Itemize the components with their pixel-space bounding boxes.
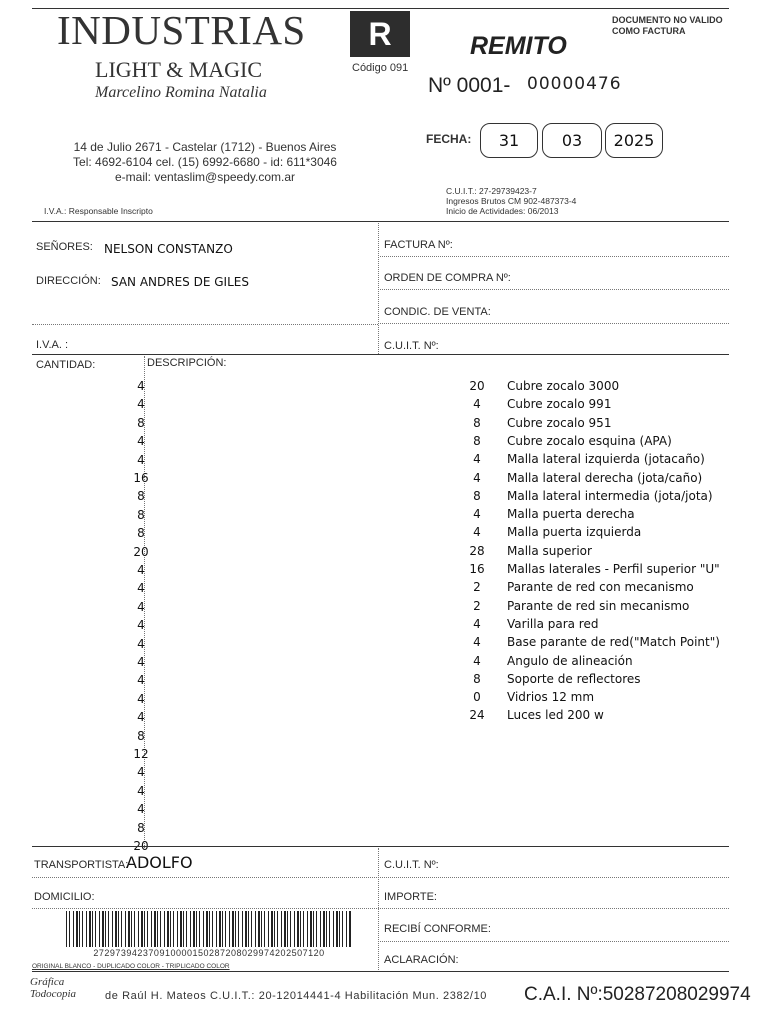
domicilio-dotted-line	[32, 908, 729, 909]
item-quantity: 20	[469, 379, 485, 393]
item-quantity: 4	[473, 653, 481, 668]
left-quantity-item: 4	[137, 691, 145, 706]
item-description: Malla lateral derecha (jota/caño)	[507, 470, 703, 485]
domicilio-label: DOMICILIO:	[34, 891, 95, 903]
item-description: Parante de red con mecanismo	[507, 580, 694, 595]
printer-logo-line1: Gráfica	[30, 976, 65, 988]
left-quantity-item: 4	[137, 636, 145, 651]
item-quantity: 8	[473, 433, 481, 448]
left-quantity-item: 4	[137, 765, 145, 780]
condicion-venta-label: CONDIC. DE VENTA:	[384, 306, 491, 318]
fecha-year-box: 2025	[605, 123, 663, 158]
senores-label: SEÑORES:	[36, 241, 93, 253]
descripcion-header: DESCRIPCIÓN:	[147, 357, 227, 369]
item-description: Vidrios 12 mm	[507, 690, 595, 705]
document-type-title: REMITO	[470, 32, 567, 60]
item-description: Cubre zocalo esquina (APA)	[507, 433, 672, 448]
printer-info: de Raúl H. Mateos C.U.I.T.: 20-12014441-4 Habilitación Mun. 2382/10	[105, 990, 488, 1002]
footer-cuit-label: C.U.I.T. Nº:	[384, 859, 439, 871]
left-quantity-item: 4	[137, 452, 145, 467]
printer-logo-line2: Todocopia	[30, 988, 77, 1000]
condic-dotted-line	[380, 323, 729, 324]
item-quantity: 4	[473, 525, 481, 540]
document-code: Código 091	[352, 62, 409, 74]
item-quantity: 2	[473, 598, 481, 613]
left-quantity-item: 4	[137, 673, 145, 688]
left-quantity-item: 4	[137, 710, 145, 725]
left-quantity-item: 4	[137, 802, 145, 817]
item-quantity: 8	[473, 488, 481, 503]
left-quantity-item: 8	[137, 415, 145, 430]
orden-dotted-line	[380, 289, 729, 290]
company-email: e-mail: ventaslim@speedy.com.ar	[114, 170, 296, 184]
left-quantity-item: 8	[137, 728, 145, 743]
left-quantity-item: 4	[137, 581, 145, 596]
item-description: Malla lateral intermedia (jota/jota)	[507, 488, 713, 503]
recibi-dotted-line	[380, 941, 729, 942]
fecha-month-box: 03	[542, 123, 602, 158]
factura-dotted-line	[380, 256, 729, 257]
senores-value: NELSON CONSTANZO	[104, 242, 233, 256]
footer-divider	[378, 848, 379, 970]
item-quantity: 0	[473, 690, 481, 705]
direccion-value: SAN ANDRES DE GILES	[111, 275, 249, 289]
left-quantity-item: 20	[133, 839, 149, 853]
left-quantity-item: 4	[137, 434, 145, 449]
item-description: Soporte de reflectores	[507, 671, 641, 686]
item-quantity: 16	[469, 562, 485, 576]
left-quantity-item: 8	[137, 820, 145, 835]
iva-status: I.V.A.: Responsable Inscripto	[44, 206, 153, 216]
bottom-rule	[32, 971, 729, 972]
item-description: Malla puerta derecha	[507, 507, 635, 522]
item-description: Luces led 200 w	[507, 708, 604, 723]
client-cuit-label: C.U.I.T. Nº:	[384, 340, 439, 352]
transportista-label: TRANSPORTISTA:	[34, 859, 129, 871]
item-description: Cubre zocalo 3000	[507, 379, 620, 393]
item-quantity: 8	[473, 415, 481, 430]
barcode	[66, 911, 352, 947]
item-quantity: 4	[473, 507, 481, 522]
left-quantity-item: 16	[133, 471, 149, 485]
company-cuit: C.U.I.T.: 27-29739423-7	[446, 186, 537, 196]
factura-label: FACTURA Nº:	[384, 239, 453, 251]
company-subtitle: LIGHT & MAGIC	[95, 57, 263, 82]
transportista-value: ADOLFO	[126, 853, 193, 872]
company-phones: Tel: 4692-6104 cel. (15) 6992-6680 - id: 611*3046	[73, 155, 337, 169]
document-number-value: 00000476	[527, 74, 622, 94]
transportista-dotted-line	[32, 877, 729, 878]
left-quantity-item: 4	[137, 783, 145, 798]
importe-label: IMPORTE:	[384, 891, 437, 903]
item-description: Parante de red sin mecanismo	[507, 598, 690, 613]
left-quantity-item: 8	[137, 507, 145, 522]
item-quantity: 4	[473, 452, 481, 467]
item-description: Cubre zocalo 951	[507, 415, 612, 430]
left-quantity-item: 4	[137, 563, 145, 577]
item-quantity: 28	[469, 543, 485, 558]
left-quantity-item: 8	[137, 489, 145, 504]
company-name: INDUSTRIAS	[57, 7, 306, 53]
left-quantity-item: 4	[137, 397, 145, 412]
fecha-day-box: 31	[480, 123, 538, 158]
client-divider	[378, 223, 379, 354]
item-quantity: 4	[473, 616, 481, 631]
item-description: Varilla para red	[507, 616, 599, 631]
invalid-note-line2: COMO FACTURA	[612, 26, 686, 36]
footer-top-rule	[32, 846, 729, 847]
left-quantity-item: 8	[137, 526, 145, 541]
item-description: Mallas laterales - Perfil superior "U"	[507, 562, 720, 576]
invalid-note-line1: DOCUMENTO NO VALIDO	[612, 15, 723, 25]
orden-compra-label: ORDEN DE COMPRA Nº:	[384, 272, 511, 284]
company-tax-info	[446, 186, 576, 216]
left-quantity-item: 4	[137, 379, 145, 393]
item-quantity: 4	[473, 470, 481, 485]
copies-note: ORIGINAL BLANCO - DUPLICADO COLOR - TRIPLICADO COLOR	[32, 963, 230, 970]
fecha-label: FECHA:	[426, 132, 472, 146]
item-description: Malla lateral izquierda (jotacaño)	[507, 452, 705, 467]
item-quantity: 2	[473, 580, 481, 595]
header-bottom-rule	[32, 221, 729, 222]
left-quantity-item: 20	[133, 544, 149, 559]
item-description: Cubre zocalo 991	[507, 397, 612, 412]
left-quantity-item: 12	[133, 747, 149, 761]
table-top-rule	[32, 354, 729, 355]
left-quantity-item: 4	[137, 618, 145, 633]
aclaracion-label: ACLARACIÓN:	[384, 954, 459, 966]
barcode-number: 27297394237091000015028720802997420250712​0	[93, 948, 325, 958]
company-owner: Marcelino Romina Natalia	[95, 84, 267, 101]
company-start-date: Inicio de Actividades: 06/2013	[446, 206, 559, 216]
item-description: Angulo de alineación	[507, 653, 633, 668]
item-description: Malla superior	[507, 543, 592, 558]
client-dotted-line	[32, 324, 378, 325]
document-letter-box: R	[350, 11, 410, 57]
item-description: Base parante de red("Match Point")	[507, 635, 720, 650]
item-quantity: 4	[473, 635, 481, 650]
item-quantity: 24	[469, 708, 485, 723]
left-quantity-item: 4	[137, 599, 145, 614]
printer-logo	[30, 976, 76, 1000]
cai-number: C.A.I. Nº:50287208029974	[524, 984, 751, 1005]
item-quantity: 8	[473, 671, 481, 686]
company-gross-income: Ingresos Brutos CM 902-487373-4	[446, 196, 577, 206]
item-quantity: 4	[473, 397, 481, 412]
document-number-label: Nº 0001-	[428, 74, 511, 97]
invalid-invoice-note	[612, 15, 742, 37]
recibi-conforme-label: RECIBÍ CONFORME:	[384, 923, 491, 935]
company-address: 14 de Julio 2671 - Castelar (1712) - Buenos Aires	[73, 140, 337, 154]
item-description: Malla puerta izquierda	[507, 525, 642, 540]
cantidad-header: CANTIDAD:	[36, 359, 96, 371]
left-quantity-item: 4	[137, 655, 145, 669]
client-iva-label: I.V.A. :	[36, 339, 69, 351]
direccion-label: DIRECCIÓN:	[36, 275, 101, 287]
